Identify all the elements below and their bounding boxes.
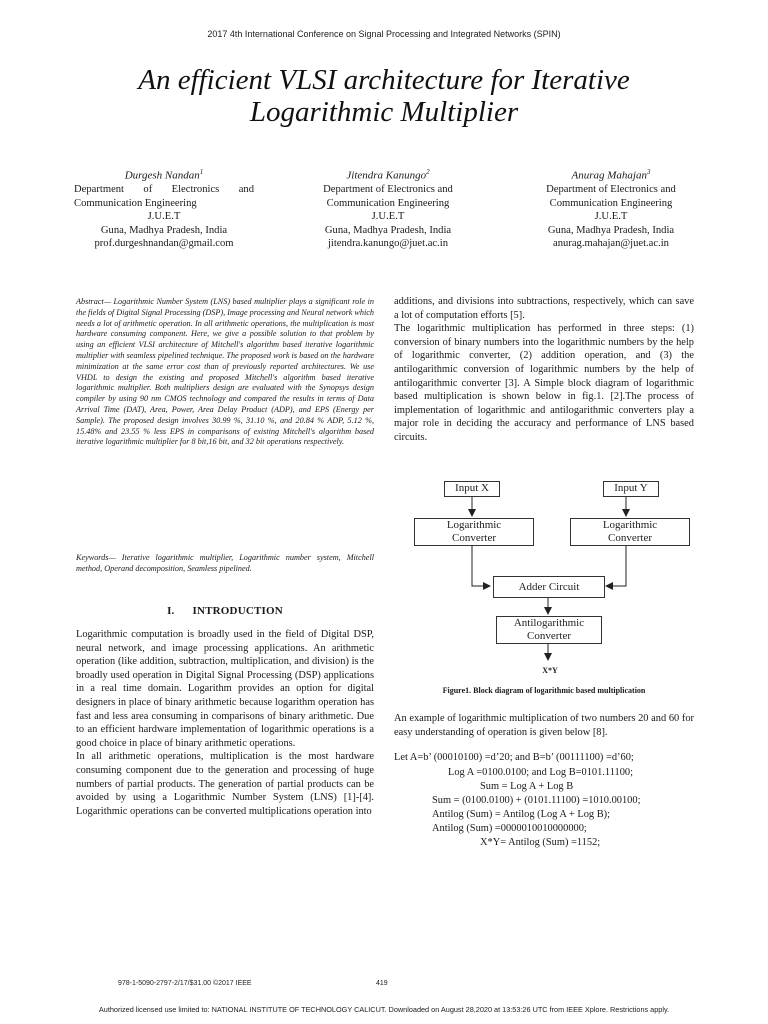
example-intro: An example of logarithmic multiplication of two numbers 20 and 60 for easy understanding of operation is given below [8]. bbox=[394, 713, 694, 738]
equation-line: Sum = (0100.0100) + (0101.11100) =1010.00100; bbox=[432, 795, 641, 806]
author-dept-2: Communication Engineering bbox=[549, 197, 673, 209]
antilog-converter-box bbox=[496, 616, 602, 644]
paragraph: additions, and divisions into subtractions, respectively, which can save a lot of computation efforts [5]. bbox=[394, 296, 694, 321]
author-block bbox=[74, 166, 694, 256]
log-converter-x-box bbox=[414, 518, 534, 546]
equation-line: Antilog (Sum) = Antilog (Log A + Log B); bbox=[432, 809, 610, 820]
paragraph: In all arithmetic operations, multiplication is the most hardware consuming component due to the generation and processing of huge numbers of partial products. The generation of partial products can be avoided by using a Logarithmic Number System (LNS) [1]-[4]. Logarithmic operations can be converted multiplications operation into bbox=[76, 751, 374, 817]
section-number: I. bbox=[167, 605, 175, 617]
adder-circuit-box: Adder Circuit bbox=[493, 576, 605, 598]
keywords: Keywords— Iterative logarithmic multiplier, Logarithmic number system, Mitchell method, Operand decomposition, Seamless pipelined. bbox=[76, 553, 374, 573]
author-institution: J.U.E.T bbox=[371, 211, 405, 223]
box-label: Logarithmic bbox=[446, 519, 502, 531]
author-location: Guna, Madhya Pradesh, India bbox=[324, 224, 452, 236]
equation-line: Let A=b’ (00010100) =d’20; and B=b’ (00111100) =d’60; bbox=[394, 752, 634, 763]
paper-title bbox=[60, 64, 708, 128]
paragraph: The logarithmic multiplication has performed in three steps: (1) conversion of binary numbers into the logarithmic numbers by the help of logarithmic converter, (2) addition operation, and (3) the antilogarithmic conversion of logarithmic numbers by the help of antilogarithmic converter [3]. A Simple block diagram of logarithmic based multiplication is shown below in fig.1. [2].The process of implementation of logarithmic and antilogarithmic converters play a major role in deciding the accuracy and performance of LNS based circuits. bbox=[394, 323, 694, 443]
log-converter-y-box bbox=[570, 518, 690, 546]
title-line-2: Logarithmic Multiplier bbox=[249, 96, 519, 128]
input-y-box: Input Y bbox=[603, 481, 659, 497]
conference-header: 2017 4th International Conference on Signal Processing and Integrated Networks (SPIN) bbox=[207, 29, 561, 39]
section-title: INTRODUCTION bbox=[192, 605, 283, 617]
right-column-text bbox=[394, 295, 694, 445]
author-email[interactable]: prof.durgeshnandan@gmail.com bbox=[94, 238, 234, 250]
author-2 bbox=[308, 166, 468, 251]
equation-line: Sum = Log A + Log B bbox=[480, 781, 574, 792]
author-1 bbox=[74, 166, 254, 251]
author-dept-2: Communication Engineering bbox=[74, 197, 197, 209]
equation-line: Antilog (Sum) =0000010010000000; bbox=[432, 823, 587, 834]
equation-line: X*Y= Antilog (Sum) =1152; bbox=[480, 837, 601, 848]
title-line-1: An efficient VLSI architecture for Iterative bbox=[138, 64, 630, 96]
input-x-box: Input X bbox=[444, 481, 500, 497]
author-location: Guna, Madhya Pradesh, India bbox=[547, 224, 675, 236]
author-name: Durgesh Nandan$^1$ bbox=[124, 168, 204, 182]
author-3 bbox=[526, 166, 696, 251]
section-heading bbox=[76, 605, 374, 617]
author-institution: J.U.E.T bbox=[147, 211, 181, 223]
output-label: X*Y bbox=[542, 666, 558, 675]
author-email[interactable]: jitendra.kanungo@juet.ac.in bbox=[327, 238, 449, 250]
author-dept: Department of Electronics and bbox=[546, 184, 676, 196]
author-dept: Department of Electronics and bbox=[323, 184, 453, 196]
author-institution: J.U.E.T bbox=[594, 211, 628, 223]
page-number: 419 bbox=[376, 980, 388, 987]
paragraph: Logarithmic computation is broadly used in the field of Digital DSP, neural network, and image processing applications. An arithmetic operation (like addition, subtraction, multiplication, and division) is the broadly used operation in Digital Signal Processing (DSP) applications in a real time domain. Logarithm provides an option for digital designers in place of binary arithmetic because logarithm operation has fast and less area consuming in comparisons of binary arithmetic. Due to an efficient hardware implementation of logarithmic operations is a good choice in place of binary arithmetic operations. bbox=[76, 629, 374, 749]
box-label: Converter bbox=[608, 532, 652, 544]
block-diagram bbox=[400, 476, 690, 686]
author-dept: Department of Electronics and bbox=[74, 184, 254, 196]
footer-isbn: 978-1-5090-2797-2/17/$31.00 ©2017 IEEE bbox=[118, 980, 252, 987]
author-dept-2: Communication Engineering bbox=[326, 197, 450, 209]
box-label: Converter bbox=[452, 532, 496, 544]
box-label: Antilogarithmic bbox=[513, 617, 585, 629]
box-label: Converter bbox=[527, 630, 571, 642]
license-notice: Authorized licensed use limited to: NATIONAL INSTITUTE OF TECHNOLOGY CALICUT. Downloaded on August 28,2020 at 13:53:26 UTC from IEEE Xplore. Restrictions apply. bbox=[98, 1005, 670, 1014]
figure-caption: Figure1. Block diagram of logarithmic based multiplication bbox=[442, 686, 646, 695]
author-location: Guna, Madhya Pradesh, India bbox=[100, 224, 228, 236]
author-email[interactable]: anurag.mahajan@juet.ac.in bbox=[553, 238, 669, 250]
equation-line: Log A =0100.0100; and Log B=0101.11100; bbox=[448, 767, 633, 778]
box-label: Logarithmic bbox=[602, 519, 658, 531]
author-name: Jitendra Kanungo$^2$ bbox=[346, 168, 430, 182]
abstract: Abstract— Logarithmic Number System (LNS) based multiplier plays a significant role in the fields of Digital Signal Processing (DSP), Image processing and Neural network which needs a lot of arithmetic operation. In all arithmetic operations, the multiplication is most hardware consuming component. Here, we give a possible solution to that problem by using an efficient VLSI architecture of Mitchell's algorithm based iterative logarithmic multiplier with seamless pipelined technique. The proposed work is based on the hardware minimization at the same error cost than of previously reported architectures. We use VHDL to design the existing and proposed Mitchell's algorithm based iterative logarithmic multiplier. Both multipliers design are evaluated with the Synopsys design compiler by using 90 nm CMOS technology and compared the results in terms of Data Arrival Time (DAT), Area, Power, Area Delay Product (ADP), and EPS (Energy per Sample). The proposed design involves 30.99 %, 31.10 %, and 20.84 % ADP, 5.12 %, 15.48% and 23.55 % less EPS in comparisons of existing Mitchell's algorithm based iterative logarithmic multiplier for 8 bit,16 bit, and 32 bit operations respectively. bbox=[76, 297, 374, 447]
author-name: Anurag Mahajan$^3$ bbox=[571, 168, 651, 182]
intro-text bbox=[76, 628, 374, 818]
